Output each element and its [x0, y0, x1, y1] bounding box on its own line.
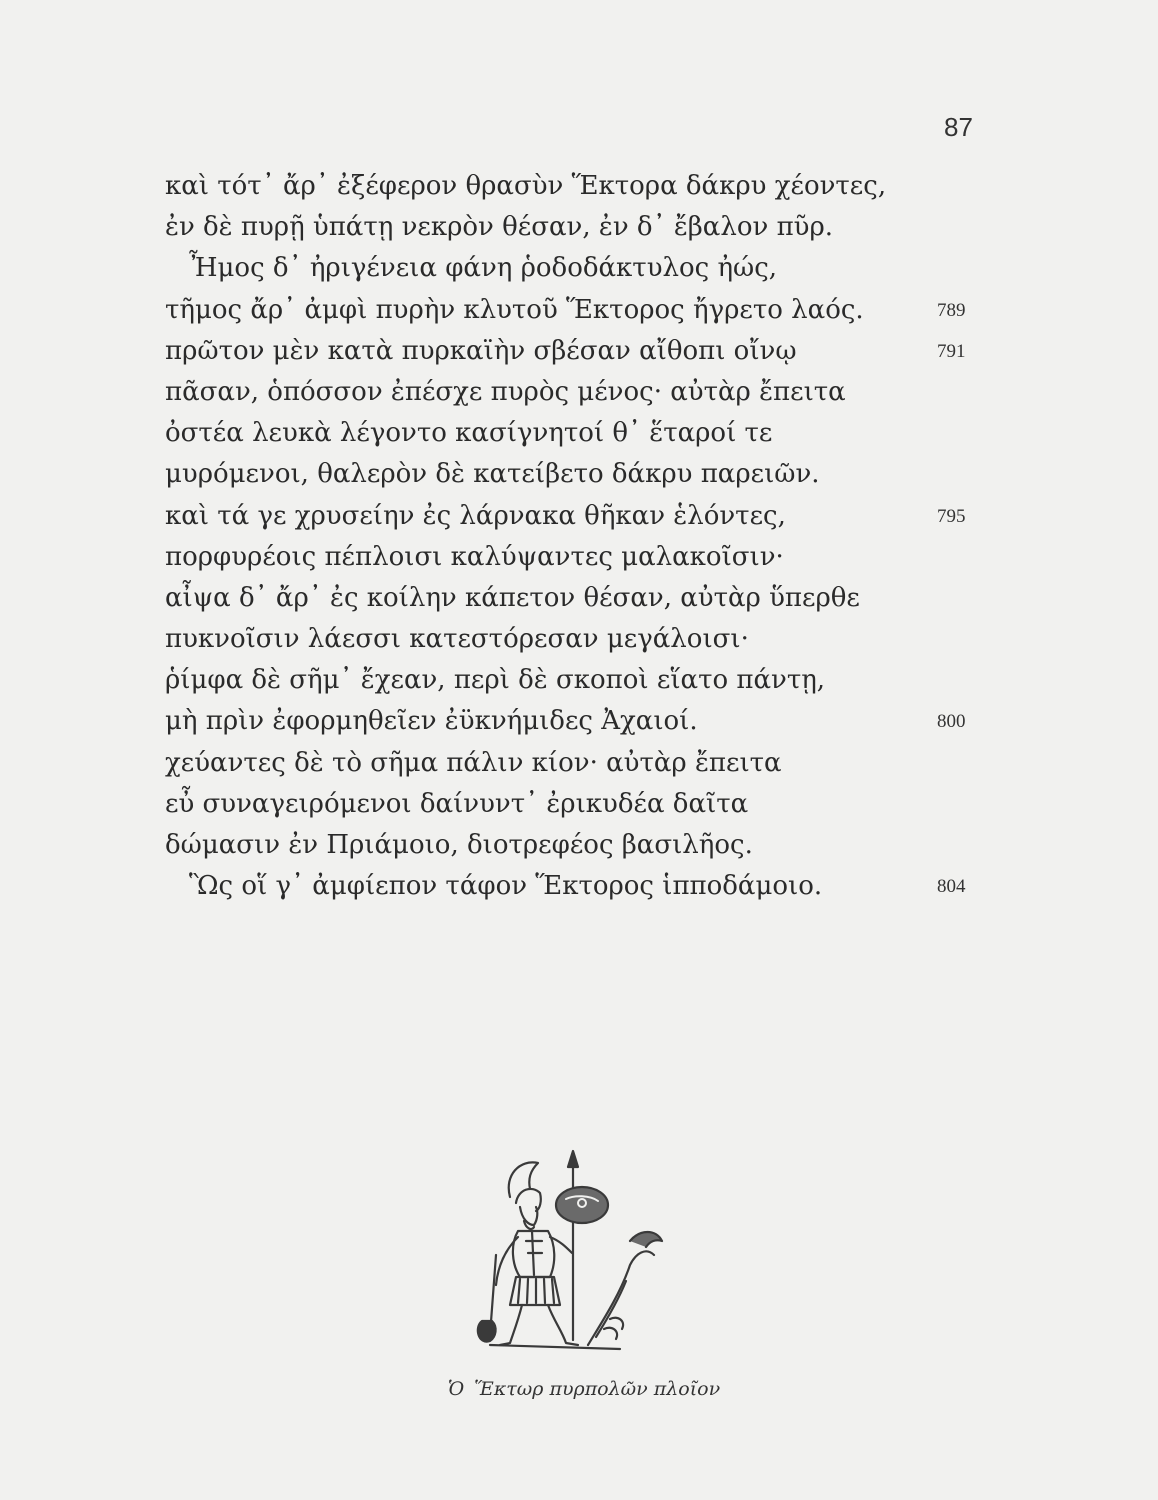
verse-line	[165, 496, 985, 537]
verse-text: πορφυρέοις πέπλοισι καλύψαντες μαλακοῖσιν·	[165, 541, 784, 572]
line-number: 800	[937, 711, 966, 733]
left-leg	[500, 1305, 522, 1345]
verse-block	[165, 166, 985, 907]
verse-text: καὶ τά γε χρυσείην ἐς λάρνακα θῆκαν ἑλόντες,	[165, 500, 786, 531]
line-number: 791	[937, 340, 966, 362]
verse-text: ὀστέα λευκὰ λέγοντο κασίγνητοί θ᾽ ἕταροί τε	[165, 418, 773, 449]
verse-text: Ἦμος δ᾽ ἠριγένεια φάνη ῥοδοδάκτυλος ἠώς,	[189, 253, 778, 284]
line-number: 789	[937, 299, 966, 321]
illustration-caption	[0, 1378, 1158, 1400]
verse-text: πᾶσαν, ὁπόσσον ἐπέσχε πυρὸς μένος· αὐτὰρ ἔπειτα	[165, 376, 846, 407]
verse-line	[165, 207, 985, 248]
verse-text: χεύαντες δὲ τὸ σῆμα πάλιν κίον· αὐτὰρ ἔπειτα	[165, 747, 782, 778]
verse-line	[165, 701, 985, 742]
shield	[556, 1187, 608, 1223]
caption-text: Ἕκτωρ πυρπολῶν πλοῖον	[474, 1378, 721, 1400]
verse-text: εὖ συναγειρόμενοι δαίνυντ᾽ ἐρικυδέα δαῖτα	[165, 788, 749, 819]
verse-line	[165, 331, 985, 372]
verse-text: δώμασιν ἐν Πριάμοιο, διοτρεφέος βασιλῆος.	[165, 830, 753, 860]
verse-line	[165, 660, 985, 701]
verse-line	[165, 413, 985, 454]
verse-line	[165, 619, 985, 660]
verse-line	[165, 578, 985, 619]
verse-text: ἐν δὲ πυρῇ ὑπάτῃ νεκρὸν θέσαν, ἐν δ᾽ ἔβαλον πῦρ.	[165, 212, 834, 243]
verse-line	[165, 248, 985, 289]
verse-text: τῆμος ἄρ᾽ ἀμφὶ πυρὴν κλυτοῦ Ἕκτορος ἤγρετο λαός.	[165, 294, 864, 325]
hector-warrior-illustration	[470, 1145, 670, 1360]
verse-text: πρῶτον μὲν κατὰ πυρκαϊὴν σβέσαν αἴθοπι οἴνῳ	[165, 335, 797, 366]
verse-text: πυκνοῖσιν λάεσσι κατεστόρεσαν μεγάλοισι·	[165, 624, 749, 655]
verse-text: Ὣς οἵ γ᾽ ἀμφίεπον τάφον Ἕκτορος ἱπποδάμοιο.	[189, 871, 823, 902]
verse-line	[165, 290, 985, 331]
axe-head	[478, 1321, 496, 1342]
verse-line	[165, 454, 985, 495]
line-number: 795	[937, 505, 966, 527]
verse-line	[165, 372, 985, 413]
verse-text: μυρόμενοι, θαλερὸν δὲ κατείβετο δάκρυ παρειῶν.	[165, 459, 820, 490]
verse-line	[165, 537, 985, 578]
line-number: 804	[937, 876, 966, 898]
verse-text: ῥίμφα δὲ σῆμ᾽ ἔχεαν, περὶ δὲ σκοποὶ εἵατο πάντῃ,	[165, 665, 826, 696]
verse-line	[165, 825, 985, 866]
spear-tip	[568, 1151, 578, 1167]
verse-line	[165, 166, 985, 207]
verse-line	[165, 866, 985, 907]
verse-text: καὶ τότ᾽ ἄρ᾽ ἐξέφερον θρασὺν Ἕκτορα δάκρυ χέοντες,	[165, 171, 887, 201]
caption-article: Ὁ	[447, 1378, 465, 1400]
verse-line	[165, 784, 985, 825]
verse-line	[165, 743, 985, 784]
verse-text: μὴ πρὶν ἐφορμηθεῖεν ἐϋκνήμιδες Ἀχαιοί.	[165, 706, 698, 737]
page-number: 87	[944, 112, 973, 142]
verse-text: αἶψα δ᾽ ἄρ᾽ ἐς κοίλην κάπετον θέσαν, αὐτὰρ ὕπερθε	[165, 582, 860, 613]
ship-prow	[588, 1251, 654, 1345]
